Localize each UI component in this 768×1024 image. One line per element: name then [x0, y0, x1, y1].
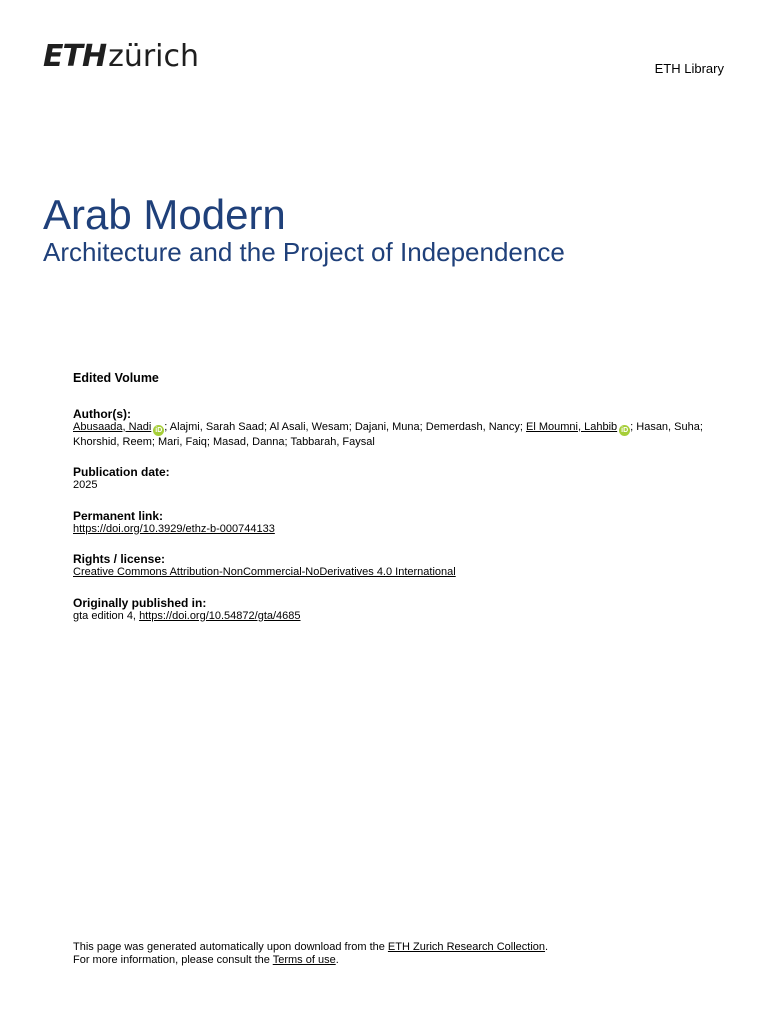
- footer-line2-prefix: For more information, please consult the: [73, 954, 273, 966]
- originally-published-label: Originally published in:: [73, 595, 207, 610]
- logo-zurich-text: zürich: [108, 39, 200, 74]
- authors-middle: ; Alajmi, Sarah Saad; Al Asali, Wesam; Dajani, Muna; Demerdash, Nancy;: [164, 420, 527, 433]
- eth-library-label: ETH Library: [654, 61, 724, 76]
- originally-published-link[interactable]: https://doi.org/10.54872/gta/4685: [139, 609, 301, 622]
- document-type: Edited Volume: [73, 371, 159, 385]
- publication-date-field: [73, 465, 725, 493]
- rights-label: Rights / license:: [73, 552, 166, 566]
- rights-field: [73, 552, 725, 580]
- originally-published-field: [73, 596, 725, 624]
- terms-of-use-link[interactable]: Terms of use: [272, 954, 336, 966]
- orcid-icon[interactable]: iD: [621, 426, 629, 434]
- authors-field: [73, 407, 725, 450]
- authors-label: Author(s):: [73, 406, 131, 421]
- footer-line-2: [73, 954, 548, 967]
- author-link-abusaada[interactable]: Abusaada, Nadi: [73, 420, 152, 433]
- eth-zurich-logo: [43, 39, 200, 74]
- originally-published-value: [73, 610, 725, 624]
- footer-line-1: [73, 941, 548, 954]
- footer-line2-suffix: .: [335, 954, 339, 966]
- permanent-link-label: Permanent link:: [73, 508, 164, 523]
- metadata-section: [73, 372, 725, 639]
- originally-published-prefix: gta edition 4,: [73, 609, 140, 622]
- permanent-link[interactable]: https://doi.org/10.3929/ethz-b-000744133: [73, 522, 275, 535]
- orcid-icon[interactable]: iD: [155, 426, 163, 434]
- footer-note: [73, 941, 548, 967]
- license-link[interactable]: Creative Commons Attribution-NonCommercial-NoDerivatives 4.0 International: [73, 566, 456, 578]
- publication-date-label: Publication date:: [73, 465, 170, 479]
- authors-rest: ; Hasan, Suha; Khorshid, Reem; Mari, Faiq; Masad, Danna; Tabbarah, Faysal: [73, 420, 703, 448]
- permanent-link-field: [73, 509, 725, 537]
- author-link-el-moumni[interactable]: El Moumni, Lahbib: [526, 420, 618, 433]
- publication-date-value: 2025: [73, 479, 98, 491]
- authors-list: [73, 421, 725, 450]
- research-collection-link[interactable]: ETH Zurich Research Collection: [387, 941, 546, 953]
- document-title: Arab Modern: [43, 191, 286, 238]
- document-subtitle: Architecture and the Project of Independence: [43, 237, 565, 267]
- logo-eth-text: ETH: [43, 39, 107, 74]
- footer-line1-suffix: .: [545, 941, 549, 953]
- footer-line1-prefix: This page was generated automatically upon download from the: [73, 941, 388, 953]
